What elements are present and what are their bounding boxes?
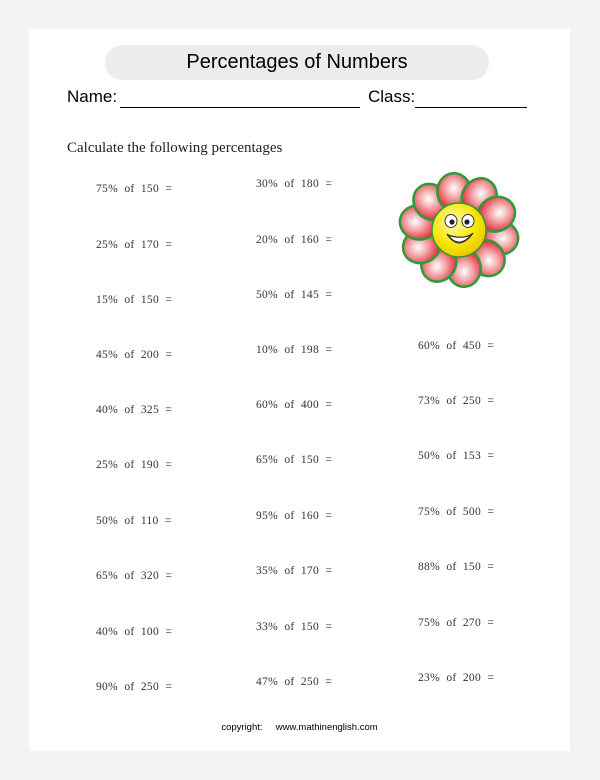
problem-item: 10% of 198 = <box>256 344 333 356</box>
worksheet-page <box>29 29 570 751</box>
problem-item: 23% of 200 = <box>418 672 495 684</box>
problem-item: 20% of 160 = <box>256 234 333 246</box>
problem-item: 73% of 250 = <box>418 395 495 407</box>
copyright-label: copyright: <box>221 722 263 733</box>
problem-item: 90% of 250 = <box>96 681 173 693</box>
smiley-flower-icon <box>393 168 525 292</box>
problem-item: 35% of 170 = <box>256 565 333 577</box>
problem-item: 88% of 150 = <box>418 561 495 573</box>
problem-item: 47% of 250 = <box>256 676 333 688</box>
problem-item: 75% of 500 = <box>418 506 495 518</box>
problem-item: 40% of 100 = <box>96 626 173 638</box>
problem-item: 60% of 450 = <box>418 340 495 352</box>
problem-item: 65% of 320 = <box>96 570 173 582</box>
problem-item: 15% of 150 = <box>96 294 173 306</box>
problem-item: 65% of 150 = <box>256 454 333 466</box>
problem-item: 45% of 200 = <box>96 349 173 361</box>
problem-item: 40% of 325 = <box>96 404 173 416</box>
class-blank-line <box>415 107 527 108</box>
name-label: Name: <box>67 87 118 106</box>
class-label: Class: <box>368 87 416 106</box>
problem-item: 75% of 150 = <box>96 183 173 195</box>
name-blank-line <box>120 107 360 108</box>
problem-item: 50% of 110 = <box>96 515 172 527</box>
problem-item: 25% of 170 = <box>96 239 173 251</box>
problem-item: 30% of 180 = <box>256 178 333 190</box>
problem-item: 25% of 190 = <box>96 459 173 471</box>
problem-item: 33% of 150 = <box>256 621 333 633</box>
copyright-site: www.mathinenglish.com <box>275 722 378 733</box>
copyright-line <box>29 722 570 733</box>
problem-item: 95% of 160 = <box>256 510 333 522</box>
instructions: Calculate the following percentages <box>67 140 283 156</box>
problem-item: 50% of 145 = <box>256 289 333 301</box>
problem-item: 75% of 270 = <box>418 617 495 629</box>
problem-item: 60% of 400 = <box>256 399 333 411</box>
worksheet-title: Percentages of Numbers <box>105 45 489 80</box>
problem-item: 50% of 153 = <box>418 450 495 462</box>
